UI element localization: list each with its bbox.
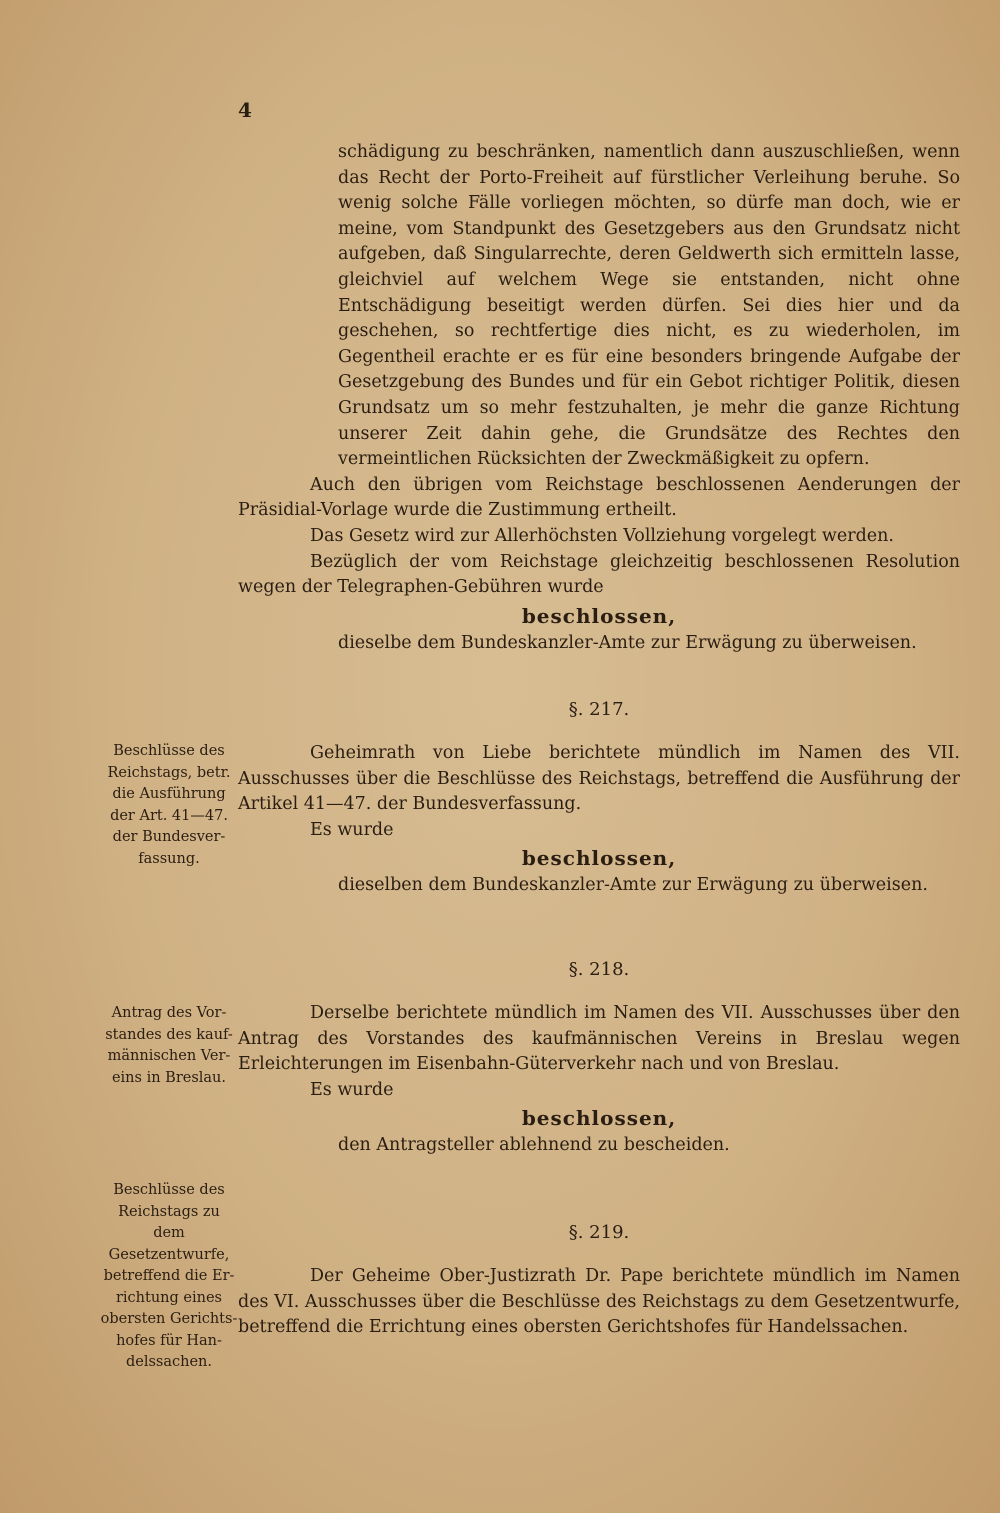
section-text: Geheimrath von Liebe berichtete mündlich im Namen des VII. Ausschusses über die Beschlüsse des Reichstags, betreffend die Ausführung der Artikel 41—47. der Bundesverfassung. [238, 743, 960, 815]
side-note-line: richtung eines [115, 1289, 222, 1306]
side-note-line: Beschlüsse des [113, 743, 225, 759]
section-conclusion: dieselben dem Bundeskanzler-Amte zur Erwägung zu überweisen. [338, 875, 928, 896]
resolved-word: beschlossen, [521, 1106, 677, 1131]
side-note-line: betreffend die Er- [103, 1268, 235, 1284]
side-note-line: Reichstags zu dem [118, 1203, 220, 1241]
side-note-line: Gesetzentwurfe, [108, 1246, 230, 1263]
paragraph: Bezüglich der vom Reichstage gleichzeitig beschlossenen Resolution wegen der Telegraphen-Gebühren wurde [238, 551, 960, 598]
section-text: Der Geheime Ober-Justizrath Dr. Pape berichtete mündlich im Namen des VI. Ausschusses über die Beschlüsse des Reichstags zu dem Gesetzentwurfe, betreffend die Errichtung eines obersten Gerichtshofes für Handelssachen. [238, 1266, 960, 1338]
side-note-line: Antrag des Vor- [111, 1005, 227, 1021]
section-number: §. 219. [568, 1222, 630, 1243]
section-217 [238, 695, 960, 899]
paragraph: Es wurde [310, 819, 394, 840]
section-number: §. 217. [568, 699, 630, 720]
side-note-line: die Ausführung [112, 786, 226, 802]
side-note-line: eins in Breslau. [111, 1069, 227, 1086]
side-note-line: männischen Ver- [107, 1048, 231, 1064]
side-note-line: der Art. 41—47. [110, 807, 228, 824]
paragraph: dieselbe dem Bundeskanzler-Amte zur Erwägung zu überweisen. [338, 632, 917, 653]
section-number: §. 218. [568, 959, 630, 980]
section-218 [238, 955, 960, 1159]
paragraph: Auch den übrigen vom Reichstage beschlossenen Aenderungen der Präsidial-Vorlage wurde die Zustimmung ertheilt. [238, 474, 960, 521]
side-note-line: obersten Gerichts- [100, 1311, 238, 1327]
resolved-word: beschlossen, [521, 603, 677, 628]
side-note-218 [100, 1003, 238, 1089]
page-number: 4 [238, 98, 252, 122]
paragraph: Es wurde [310, 1079, 394, 1100]
side-note-line: Beschlüsse des [113, 1182, 225, 1198]
section-219 [238, 1218, 960, 1341]
section-conclusion: den Antragsteller ablehnend zu bescheiden. [338, 1135, 730, 1156]
side-note-217 [100, 741, 238, 870]
side-note-219 [100, 1180, 238, 1374]
intro-block [238, 140, 960, 656]
paragraph-continuation: schädigung zu beschränken, namentlich dann auszuschließen, wenn das Recht der Porto-Freiheit auf fürstlicher Verleihung beruhe. So wenig solche Fälle vorliegen möchten, so dürfe man doch, wie er meine, vom Standpunkt des Gesetzgebers aus den Grundsatz nicht aufgeben, daß Singularrechte, deren Geldwerth sich ermitteln lasse, gleichviel auf welchem Wege sie entstanden, nicht ohne Entschädigung beseitigt werden dürfen. Sei dies hier und da geschehen, so rechtfertige dies nicht, es zu wiederholen, im Gegentheil erachte er es für eine besonders bringende Aufgabe der Gesetzgebung des Bundes und für ein Gebot richtiger Politik, diesen Grundsatz um so mehr festzuhalten, je mehr die ganze Richtung unserer Zeit dahin gehe, die Grundsätze des Rechtes den vermeintlichen Rücksichten der Zweckmäßigkeit zu opfern. [338, 142, 960, 470]
side-note-line: standes des kauf- [105, 1026, 233, 1043]
side-note-line: delssachen. [125, 1354, 213, 1370]
side-note-line: der Bundesver- [112, 829, 226, 845]
side-note-line: Reichstags, betr. [107, 764, 231, 781]
paragraph: Das Gesetz wird zur Allerhöchsten Vollziehung vorgelegt werden. [310, 525, 894, 546]
side-note-line: hofes für Han- [116, 1332, 222, 1349]
side-note-line: fassung. [138, 850, 200, 867]
resolved-word: beschlossen, [521, 846, 677, 871]
section-text: Derselbe berichtete mündlich im Namen des VII. Ausschusses über den Antrag des Vorstandes des kaufmännischen Vereins in Breslau wegen Erleichterungen im Eisenbahn-Güterverkehr nach und von Breslau. [238, 1003, 960, 1075]
